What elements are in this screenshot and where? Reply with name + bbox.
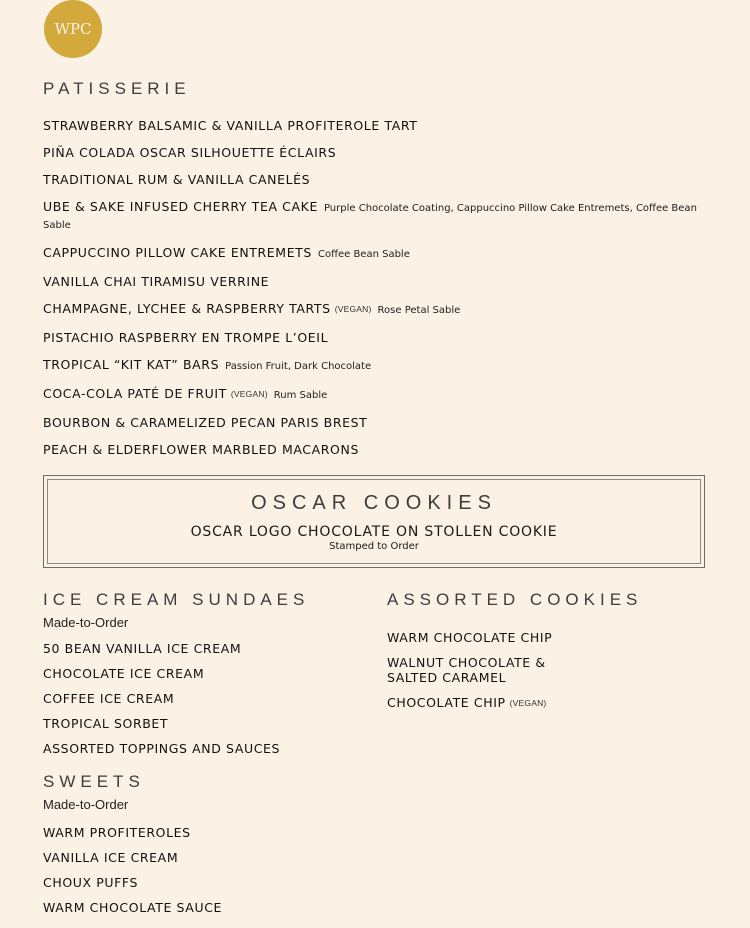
sweets-subhead: Made-to-Order <box>43 797 129 812</box>
menu-item <box>43 172 723 187</box>
wpc-logo: WPC <box>44 0 102 58</box>
menu-item-note: Rum Sable <box>273 390 328 401</box>
menu-item-name: UBE & SAKE INFUSED CHERRY TEA CAKE <box>43 199 318 214</box>
patisserie-heading: PATISSERIE <box>43 79 191 98</box>
menu-item <box>387 655 577 685</box>
menu-item-name: CHAMPAGNE, LYCHEE & RASPBERRY TARTS <box>43 301 331 316</box>
menu-item: TROPICAL SORBET <box>43 716 169 731</box>
sundaes-heading: ICE CREAM SUNDAES <box>43 590 310 609</box>
menu-item-name: VANILLA CHAI TIRAMISU VERRINE <box>43 274 270 289</box>
menu-item: WARM PROFITEROLES <box>43 825 191 840</box>
menu-item <box>43 415 723 430</box>
menu-item <box>43 118 723 133</box>
sweets-list <box>43 825 363 915</box>
cookies-list <box>387 630 577 711</box>
assorted-cookies-heading: ASSORTED COOKIES <box>387 590 643 609</box>
menu-item-name: STRAWBERRY BALSAMIC & VANILLA PROFITEROLE TART <box>43 118 418 133</box>
menu-item: WARM CHOCOLATE SAUCE <box>43 900 223 915</box>
menu-item-name: WARM CHOCOLATE CHIP <box>387 630 553 645</box>
menu-item: CHOCOLATE ICE CREAM <box>43 666 205 681</box>
menu-item-name: BOURBON & CARAMELIZED PECAN PARIS BREST <box>43 415 368 430</box>
oscar-cookies-heading: OSCAR COOKIES <box>251 492 497 514</box>
menu-item-name: PISTACHIO RASPBERRY EN TROMPE L’OEIL <box>43 330 329 345</box>
menu-item-name: TRADITIONAL RUM & VANILLA CANELÉS <box>43 172 311 187</box>
left-column <box>43 590 363 925</box>
menu-item: ASSORTED TOPPINGS AND SAUCES <box>43 741 281 756</box>
menu-item <box>43 386 723 403</box>
menu-item-name: CHOCOLATE CHIP <box>387 695 506 710</box>
menu-item <box>43 442 723 457</box>
menu-item <box>387 695 577 711</box>
menu-item <box>43 145 723 160</box>
menu-item: VANILLA ICE CREAM <box>43 850 179 865</box>
sundaes-list <box>43 641 363 756</box>
menu-item-name: COCA-COLA PATÉ DE FRUIT <box>43 386 227 401</box>
menu-item-name: PEACH & ELDERFLOWER MARBLED MACARONS <box>43 442 359 457</box>
menu-item-note: Rose Petal Sable <box>377 305 461 316</box>
oscar-cookies-box <box>43 475 705 568</box>
menu-item-name: CAPPUCCINO PILLOW CAKE ENTREMETS <box>43 245 312 260</box>
menu-item-name: PIÑA COLADA OSCAR SILHOUETTE ÉCLAIRS <box>43 145 337 160</box>
oscar-cookie-note: Stamped to Order <box>329 541 419 552</box>
menu-item-note: Passion Fruit, Dark Chocolate <box>225 361 372 372</box>
menu-item <box>43 357 723 374</box>
right-column <box>387 590 707 721</box>
menu-item-note: Purple Chocolate Coating, Cappuccino Pillow Cake Entremets, Coffee Bean Sable <box>43 203 697 231</box>
menu-item: CHOUX PUFFS <box>43 875 139 890</box>
patisserie-list <box>43 118 723 469</box>
menu-item <box>43 274 723 289</box>
menu-item: COFFEE ICE CREAM <box>43 691 175 706</box>
menu-item <box>387 630 577 645</box>
sweets-heading: SWEETS <box>43 772 145 791</box>
menu-item <box>43 301 723 318</box>
menu-item <box>43 199 723 233</box>
vegan-tag: (VEGAN) <box>230 389 268 399</box>
vegan-tag: (VEGAN) <box>334 304 372 314</box>
oscar-cookie-item: OSCAR LOGO CHOCOLATE ON STOLLEN COOKIE <box>190 524 558 540</box>
menu-item-name: TROPICAL “KIT KAT” BARS <box>43 357 220 372</box>
menu-item <box>43 245 723 262</box>
menu-item: 50 BEAN VANILLA ICE CREAM <box>43 641 242 656</box>
sundaes-subhead: Made-to-Order <box>43 615 129 630</box>
menu-item-name: WALNUT CHOCOLATE & SALTED CARAMEL <box>387 655 546 685</box>
vegan-tag: (VEGAN) <box>509 698 547 708</box>
menu-item <box>43 330 723 345</box>
menu-item-note: Coffee Bean Sable <box>317 249 410 260</box>
